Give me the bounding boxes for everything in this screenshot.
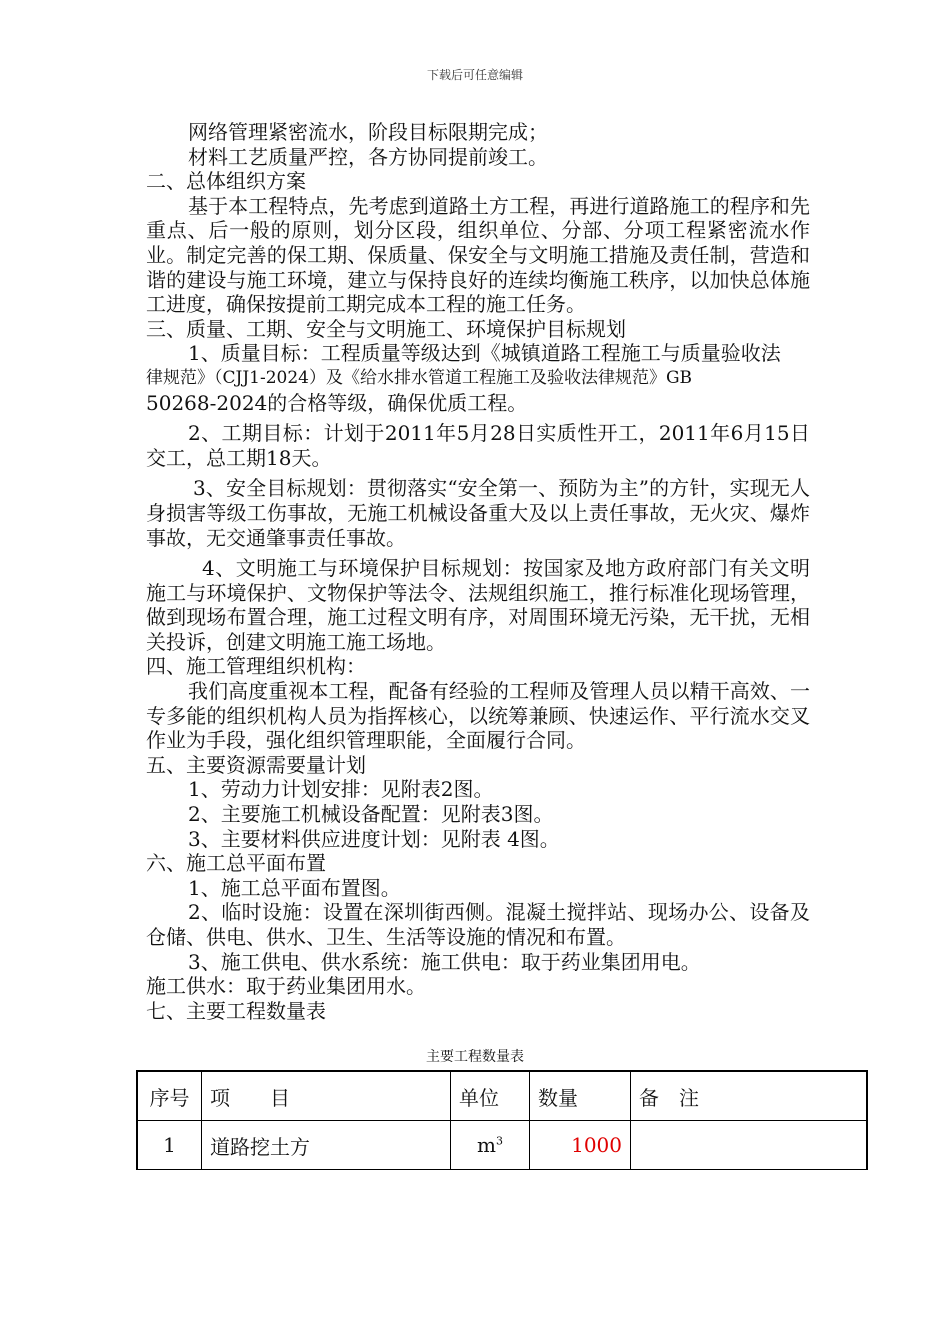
section-4-paragraph: 我们高度重视本工程，配备有经验的工程师及管理人员以精干高效、一专多能的组织机构人员为指挥核心，以统筹兼顾、快速运作、平行流水交叉作业为手段，强化组织管理职能，全面履行合同。 <box>146 679 810 753</box>
section-2-paragraph: 基于本工程特点，先考虑到道路土方工程，再进行道路施工的程序和先重点、后一般的原则，划分区段，组织单位、分部、分项工程紧密流水作业。制定完善的保工期、保质量、保安全与文明施工措施及责任制，营造和谐的建设与施工环境，建立与保持良好的连续均衡施工秩序，以加快总体施工进度，确保按提前工期完成本工程的施工任务。 <box>146 193 810 317</box>
table-caption: 主要工程数量表 <box>426 1049 524 1065</box>
civilized-construction-target: 4、文明施工与环境保护目标规划：按国家及地方政府部门有关文明施工与环境保护、文物保护等法令、法规组织施工，推行标准化现场管理，做到现场布置合理，施工过程文明有序，对周围环境无污染，无干扰，无相关投诉，创建文明施工施工场地。 <box>146 556 810 654</box>
cell-number: 1 <box>137 1121 202 1170</box>
schedule-target: 2、工期目标：计划于2011年5月28日实质性开工，2011年6月15日交工，总工期18天。 <box>146 421 810 470</box>
table-header-row <box>137 1071 867 1121</box>
motto-line-2: 材料工艺质量严控，各方协同提前竣工。 <box>188 144 548 169</box>
section-heading-3: 三、质量、工期、安全与文明施工、环境保护目标规划 <box>146 316 626 341</box>
header-cell-number: 序号 <box>137 1071 202 1121</box>
resource-item-2: 2、主要施工机械设备配置：见附表3图。 <box>188 802 554 827</box>
resource-item-3: 3、主要材料供应进度计划：见附表 4图。 <box>188 826 560 851</box>
section-heading-7: 七、主要工程数量表 <box>146 998 326 1023</box>
section-heading-6: 六、施工总平面布置 <box>146 851 326 876</box>
resource-item-1: 1、劳动力计划安排：见附表2图。 <box>188 777 494 802</box>
document-body <box>146 120 810 1023</box>
page-header: 下载后可任意编辑 <box>426 68 523 82</box>
quality-target-line-2: 律规范》（CJJ1-2024）及《给水排水管道工程施工及验收法律规范》GB <box>146 367 693 388</box>
quality-target-line-3: 50268-2024的合格等级，确保优质工程。 <box>146 390 528 415</box>
motto-line-1: 网络管理紧密流水，阶段目标限期完成； <box>188 120 548 144</box>
layout-item-4: 施工供水：取于药业集团用水。 <box>146 974 426 999</box>
layout-item-1: 1、施工总平面布置图。 <box>188 875 401 900</box>
section-heading-2: 二、总体组织方案 <box>146 169 306 194</box>
cell-note <box>631 1121 868 1170</box>
layout-item-3: 3、施工供电、供水系统：施工供电：取于药业集团用电。 <box>188 949 701 974</box>
unit-superscript: 3 <box>495 1134 503 1148</box>
cell-item: 道路挖土方 <box>202 1121 451 1170</box>
cell-quantity: 1000 <box>530 1121 631 1170</box>
header-cell-item: 项 目 <box>202 1071 451 1121</box>
unit-base: m <box>477 1133 496 1157</box>
section-heading-4: 四、施工管理组织机构： <box>146 654 366 679</box>
cell-unit <box>451 1121 530 1170</box>
layout-item-2: 2、临时设施：设置在深圳街西侧。混凝土搅拌站、现场办公、设备及仓储、供电、供水、卫生、生活等设施的情况和布置。 <box>146 900 810 949</box>
section-heading-5: 五、主要资源需要量计划 <box>146 752 366 777</box>
header-cell-unit: 单位 <box>451 1071 530 1121</box>
quantity-table <box>136 1070 868 1170</box>
safety-target: 3、安全目标规划：贯彻落实“安全第一、预防为主”的方针，实现无人身损害等级工伤事故，无施工机械设备重大及以上责任事故，无火灾、爆炸事故，无交通肇事责任事故。 <box>146 476 810 550</box>
header-cell-note: 备 注 <box>631 1071 868 1121</box>
table-row <box>137 1121 867 1170</box>
header-cell-quantity: 数量 <box>530 1071 631 1121</box>
quality-target-line-1: 1、质量目标：工程质量等级达到《城镇道路工程施工与质量验收法 <box>188 341 781 366</box>
